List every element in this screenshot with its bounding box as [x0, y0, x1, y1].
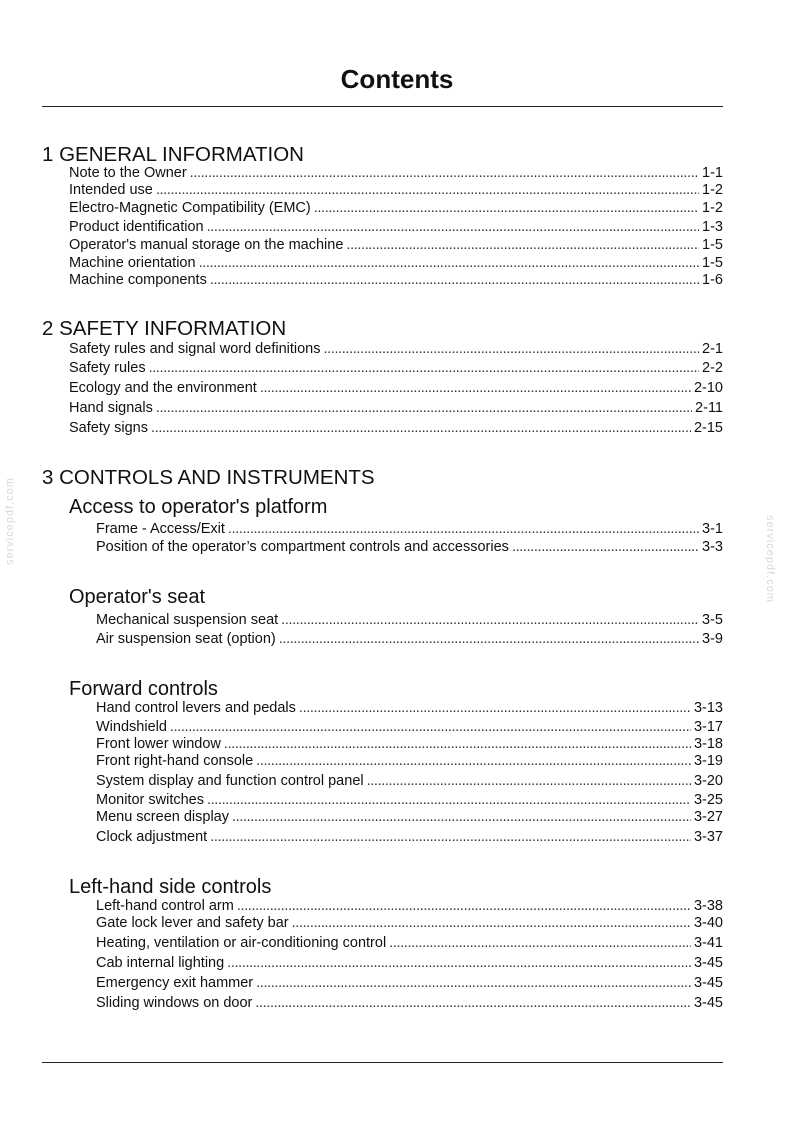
- toc-entry[interactable]: [96, 935, 723, 952]
- toc-entry-label: Operator's manual storage on the machine: [69, 237, 344, 253]
- toc-entry-label: Cab internal lighting: [96, 955, 225, 971]
- toc-entry-page: 1-5: [702, 237, 723, 253]
- toc-entry-page: 3-19: [693, 753, 723, 769]
- leader-dots: [156, 400, 692, 417]
- toc-entry-label: Product identification: [69, 219, 204, 235]
- toc-entry-page: 3-20: [693, 773, 723, 789]
- leader-dots: [210, 272, 699, 289]
- toc-entry-label: Hand control levers and pedals: [96, 700, 296, 716]
- leader-dots: [314, 200, 699, 217]
- toc-entry[interactable]: [96, 631, 723, 648]
- toc-entry-label: Windshield: [96, 719, 167, 735]
- toc-entry-page: 3-45: [693, 995, 723, 1011]
- leader-dots: [170, 719, 691, 736]
- toc-entry-page: 3-37: [693, 829, 723, 845]
- toc-entry-label: Electro-Magnetic Compatibility (EMC): [69, 200, 311, 216]
- leader-dots: [151, 420, 691, 437]
- toc-entry-label: Intended use: [69, 182, 153, 198]
- subsection-heading: Left-hand side controls: [69, 876, 272, 898]
- toc-entry-page: 2-11: [695, 400, 723, 416]
- toc-entry[interactable]: [69, 219, 723, 236]
- watermark-left: servicepdf.com: [4, 477, 16, 565]
- toc-entry-label: Clock adjustment: [96, 829, 208, 845]
- toc-entry-label: Menu screen display: [96, 809, 229, 825]
- toc-entry-page: 2-10: [693, 380, 723, 396]
- leader-dots: [512, 539, 699, 556]
- toc-entry-page: 3-1: [702, 521, 723, 537]
- leader-dots: [367, 773, 691, 790]
- toc-entry[interactable]: [96, 915, 723, 932]
- toc-entry[interactable]: [96, 753, 723, 770]
- toc-entry-page: 1-2: [702, 200, 723, 216]
- toc-entry[interactable]: [96, 955, 723, 972]
- leader-dots: [389, 935, 691, 952]
- toc-entry-page: 3-45: [693, 975, 723, 991]
- toc-entry[interactable]: [96, 700, 723, 717]
- toc-entry[interactable]: [96, 792, 723, 809]
- toc-entry-label: Front right-hand console: [96, 753, 254, 769]
- toc-entry-page: 2-15: [693, 420, 723, 436]
- toc-entry[interactable]: [96, 719, 723, 736]
- section-1-heading: 1 GENERAL INFORMATION: [42, 143, 304, 166]
- subsection-heading: Forward controls: [69, 678, 218, 700]
- leader-dots: [292, 915, 691, 932]
- section-2-heading: 2 SAFETY INFORMATION: [42, 317, 287, 340]
- leader-dots: [299, 700, 691, 717]
- toc-entry-label: Air suspension seat (option): [96, 631, 276, 647]
- toc-entry[interactable]: [96, 995, 723, 1012]
- leader-dots: [279, 631, 699, 648]
- toc-entry-label: Safety rules: [69, 360, 146, 376]
- toc-entry-page: 3-13: [693, 700, 723, 716]
- toc-entry-page: 3-18: [693, 736, 723, 752]
- toc-entry-label: Front lower window: [96, 736, 221, 752]
- leader-dots: [237, 898, 691, 915]
- toc-entry[interactable]: [69, 341, 723, 358]
- toc-entry-label: Safety rules and signal word definitions: [69, 341, 321, 357]
- leader-dots: [232, 809, 691, 826]
- leader-dots: [149, 360, 699, 377]
- toc-entry[interactable]: [69, 237, 723, 254]
- toc-entry-label: Machine components: [69, 272, 207, 288]
- toc-entry-page: 2-2: [702, 360, 723, 376]
- toc-entry-label: Note to the Owner: [69, 165, 187, 181]
- toc-entry-page: 3-9: [702, 631, 723, 647]
- leader-dots: [260, 380, 691, 397]
- leader-dots: [156, 182, 699, 199]
- toc-entry[interactable]: [96, 612, 723, 629]
- toc-entry[interactable]: [96, 539, 723, 556]
- top-divider: [42, 106, 723, 107]
- toc-entry[interactable]: [96, 809, 723, 826]
- watermark-right: servicepdf.com: [764, 515, 776, 603]
- toc-entry-label: Frame - Access/Exit: [96, 521, 225, 537]
- leader-dots: [190, 165, 699, 182]
- toc-entry[interactable]: [96, 829, 723, 846]
- toc-entry-label: Machine orientation: [69, 255, 196, 271]
- toc-entry-label: Sliding windows on door: [96, 995, 253, 1011]
- leader-dots: [255, 995, 691, 1012]
- toc-entry-label: Emergency exit hammer: [96, 975, 254, 991]
- subsection-heading: Operator's seat: [69, 586, 206, 608]
- toc-entry[interactable]: [69, 255, 723, 272]
- toc-entry-label: Ecology and the environment: [69, 380, 257, 396]
- toc-entry-page: 3-27: [693, 809, 723, 825]
- toc-entry-page: 1-6: [702, 272, 723, 288]
- toc-entry[interactable]: [96, 773, 723, 790]
- toc-entry[interactable]: [96, 975, 723, 992]
- toc-entry-label: Hand signals: [69, 400, 153, 416]
- leader-dots: [346, 237, 699, 254]
- toc-entry-page: 3-40: [693, 915, 723, 931]
- toc-entry-page: 3-3: [702, 539, 723, 555]
- toc-entry[interactable]: [96, 898, 723, 915]
- toc-entry-page: 1-5: [702, 255, 723, 271]
- toc-entry-page: 3-38: [693, 898, 723, 914]
- leader-dots: [228, 521, 699, 538]
- leader-dots: [227, 955, 691, 972]
- leader-dots: [199, 255, 699, 272]
- toc-entry[interactable]: [69, 165, 723, 182]
- toc-entry[interactable]: [69, 380, 723, 397]
- toc-entry-page: 3-41: [693, 935, 723, 951]
- toc-entry-label: Left-hand control arm: [96, 898, 234, 914]
- toc-entry-page: 3-25: [693, 792, 723, 808]
- toc-entry[interactable]: [69, 400, 723, 417]
- leader-dots: [323, 341, 699, 358]
- leader-dots: [207, 792, 691, 809]
- toc-entry-label: Heating, ventilation or air-conditioning control: [96, 935, 387, 951]
- toc-entry-page: 2-1: [702, 341, 723, 357]
- leader-dots: [210, 829, 691, 846]
- toc-entry-label: Safety signs: [69, 420, 148, 436]
- toc-entry-page: 1-1: [702, 165, 723, 181]
- toc-entry-page: 1-3: [702, 219, 723, 235]
- toc-entry[interactable]: [96, 521, 723, 538]
- leader-dots: [207, 219, 699, 236]
- toc-entry[interactable]: [69, 272, 723, 289]
- toc-entry[interactable]: [69, 182, 723, 199]
- toc-entry-page: 1-2: [702, 182, 723, 198]
- toc-entry-page: 3-45: [693, 955, 723, 971]
- toc-entry-page: 3-17: [693, 719, 723, 735]
- toc-entry[interactable]: [69, 200, 723, 217]
- toc-entry-label: Position of the operator’s compartment controls and accessories: [96, 539, 509, 555]
- toc-entry[interactable]: [96, 736, 723, 753]
- toc-entry[interactable]: [69, 420, 723, 437]
- toc-entry-label: Mechanical suspension seat: [96, 612, 279, 628]
- toc-entry-label: Gate lock lever and safety bar: [96, 915, 289, 931]
- subsection-heading: Access to operator's platform: [69, 496, 328, 518]
- toc-entry-page: 3-5: [702, 612, 723, 628]
- toc-entry-label: System display and function control panel: [96, 773, 364, 789]
- leader-dots: [281, 612, 699, 629]
- leader-dots: [256, 975, 691, 992]
- page-title: Contents: [340, 64, 454, 94]
- toc-entry[interactable]: [69, 360, 723, 377]
- bottom-divider: [42, 1062, 723, 1063]
- leader-dots: [256, 753, 691, 770]
- leader-dots: [224, 736, 691, 753]
- toc-entry-label: Monitor switches: [96, 792, 204, 808]
- section-3-heading: 3 CONTROLS AND INSTRUMENTS: [42, 466, 375, 489]
